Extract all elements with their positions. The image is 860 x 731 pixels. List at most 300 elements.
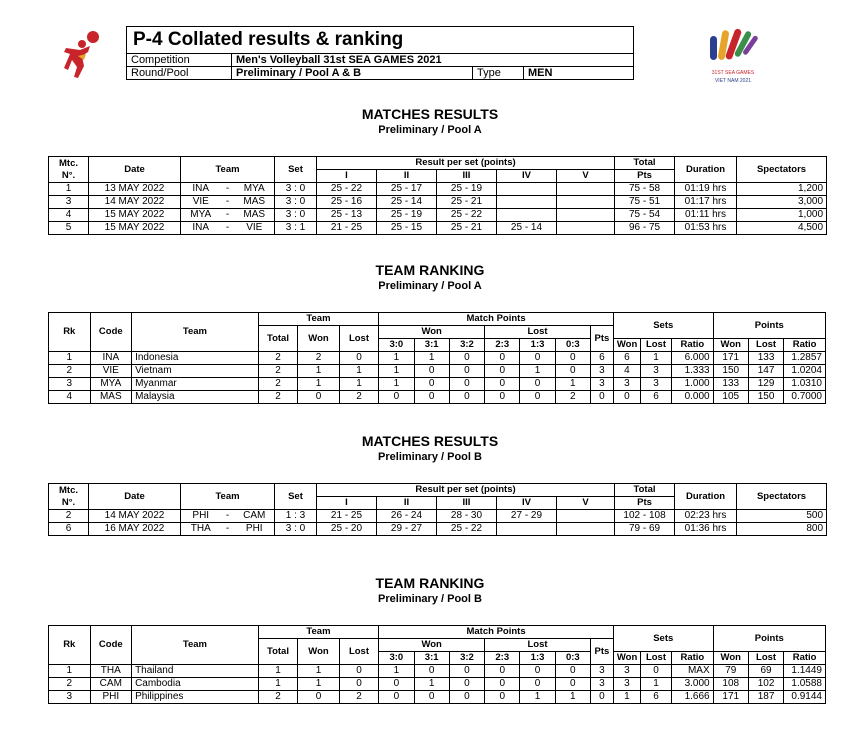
table-cell: -	[221, 183, 235, 196]
table-cell: 0	[555, 665, 590, 678]
column-header: Rk	[49, 626, 91, 665]
table-cell: 1	[258, 665, 297, 678]
table-cell: 1 : 3	[275, 510, 317, 523]
table-cell: 2	[298, 352, 340, 365]
table-cell: 3 : 0	[275, 209, 317, 222]
mtc-header	[49, 157, 89, 183]
table-cell: 0	[520, 665, 555, 678]
table-cell: 0	[520, 678, 555, 691]
table-cell: MAS	[235, 209, 275, 222]
pool-b-matches-heading	[0, 432, 860, 464]
table-cell: 171	[713, 352, 748, 365]
table-cell: 26 - 24	[377, 510, 437, 523]
table-cell: 1.333	[672, 365, 714, 378]
set-iii-header: III	[437, 170, 497, 183]
pool-b-matches-table	[48, 483, 827, 536]
table-cell: Myanmar	[132, 378, 259, 391]
mtc-header	[49, 484, 89, 510]
table-cell: 6.000	[672, 352, 714, 365]
table-cell: 1	[298, 378, 340, 391]
table-cell: 1	[298, 365, 340, 378]
table-cell: 1.0204	[784, 365, 826, 378]
table-cell: 75 - 51	[615, 196, 675, 209]
pool-a-ranking-heading	[0, 261, 860, 293]
table-cell: 6	[49, 523, 89, 536]
table-cell: 0	[555, 352, 590, 365]
table-cell: INA	[181, 183, 221, 196]
table-cell: 0	[485, 365, 520, 378]
table-cell: 01:53 hrs	[675, 222, 737, 235]
column-header: Lost	[485, 326, 591, 339]
table-cell: 1	[258, 678, 297, 691]
table-cell: 3	[49, 691, 91, 704]
table-cell: THA	[90, 665, 132, 678]
table-cell: VIE	[90, 365, 132, 378]
set-header: Set	[275, 484, 317, 510]
table-cell	[497, 523, 557, 536]
table-cell: 25 - 19	[377, 209, 437, 222]
column-header: Team	[258, 626, 378, 639]
table-cell: 0	[485, 665, 520, 678]
column-header: Ratio	[672, 339, 714, 352]
column-header: 3:2	[449, 339, 484, 352]
table-cell: 1	[379, 352, 414, 365]
table-cell: 29 - 27	[377, 523, 437, 536]
column-header: 2:3	[485, 652, 520, 665]
table-cell: 0	[485, 691, 520, 704]
table-cell: 14 MAY 2022	[89, 510, 181, 523]
column-header: Ratio	[784, 339, 826, 352]
table-row	[49, 365, 826, 378]
table-cell: PHI	[235, 523, 275, 536]
table-cell: 0	[485, 352, 520, 365]
table-cell: MYA	[235, 183, 275, 196]
column-header: 3:1	[414, 339, 449, 352]
logo-text-line1: 31ST SEA GAMES	[711, 70, 755, 76]
duration-header: Duration	[675, 157, 737, 183]
column-header: Total	[258, 639, 297, 665]
column-header: Points	[713, 626, 825, 652]
table-cell: 25 - 22	[317, 183, 377, 196]
table-cell: 0	[640, 665, 671, 678]
table-cell: 102 - 108	[615, 510, 675, 523]
table-row	[49, 691, 826, 704]
date-header: Date	[89, 157, 181, 183]
report-header	[126, 26, 634, 80]
table-cell: 25 - 15	[377, 222, 437, 235]
table-cell: 3	[590, 678, 613, 691]
table-cell: 800	[737, 523, 827, 536]
table-cell: 14 MAY 2022	[89, 196, 181, 209]
table-cell: 0	[449, 691, 484, 704]
table-cell: INA	[90, 352, 132, 365]
table-cell: 0	[298, 691, 340, 704]
column-header: Pts	[615, 497, 675, 510]
column-header: Total	[258, 326, 297, 352]
column-header: Pts	[590, 326, 613, 352]
table-cell: 16 MAY 2022	[89, 523, 181, 536]
table-cell: 1,200	[737, 183, 827, 196]
table-cell: 13 MAY 2022	[89, 183, 181, 196]
table-cell: 0	[590, 391, 613, 404]
set-ii-header: II	[377, 170, 437, 183]
table-row	[49, 678, 826, 691]
volleyball-player-logo	[60, 30, 106, 82]
logo-text-line2: VIET NAM 2021	[714, 78, 752, 84]
table-cell: 3	[590, 665, 613, 678]
table-cell	[557, 209, 615, 222]
table-cell	[557, 523, 615, 536]
table-cell: 6	[640, 691, 671, 704]
table-cell: 1,000	[737, 209, 827, 222]
spectators-header: Spectators	[737, 484, 827, 510]
table-cell: 75 - 58	[615, 183, 675, 196]
table-cell: 25 - 22	[437, 209, 497, 222]
header-text: N°.	[61, 496, 76, 508]
table-cell	[557, 510, 615, 523]
table-cell: 1.1449	[784, 665, 826, 678]
table-cell: 2	[339, 391, 378, 404]
column-header: Won	[713, 652, 748, 665]
column-header: Lost	[339, 639, 378, 665]
table-cell: 1.0588	[784, 678, 826, 691]
column-header: Won	[713, 339, 748, 352]
table-cell: 150	[748, 391, 783, 404]
table-cell: 3	[640, 365, 671, 378]
table-cell: 1	[613, 691, 640, 704]
column-header: Pts	[590, 639, 613, 665]
spectators-header: Spectators	[737, 157, 827, 183]
table-cell: 1	[555, 378, 590, 391]
table-cell: PHI	[181, 510, 221, 523]
points-header: Points	[713, 313, 825, 339]
table-cell: 69	[748, 665, 783, 678]
column-header: 3:1	[414, 652, 449, 665]
column-header: V	[557, 497, 615, 510]
table-cell: 3	[49, 196, 89, 209]
table-cell: 108	[713, 678, 748, 691]
table-cell: 27 - 29	[497, 510, 557, 523]
table-cell: 1	[555, 691, 590, 704]
section-title: TEAM RANKING	[375, 575, 485, 591]
column-header: Ratio	[672, 652, 714, 665]
table-cell: 187	[748, 691, 783, 704]
table-cell: 3	[640, 378, 671, 391]
table-cell: 1	[339, 365, 378, 378]
table-cell: 4	[49, 391, 91, 404]
total-header: Total	[615, 157, 675, 170]
column-header: 3:0	[379, 652, 414, 665]
table-cell: 3	[613, 665, 640, 678]
table-cell: 25 - 13	[317, 209, 377, 222]
table-cell: 25 - 16	[317, 196, 377, 209]
table-cell: 0.000	[672, 391, 714, 404]
column-header: 3:2	[449, 652, 484, 665]
table-cell: 102	[748, 678, 783, 691]
table-cell: 3.000	[672, 678, 714, 691]
table-cell: 0	[379, 391, 414, 404]
table-cell: 15 MAY 2022	[89, 209, 181, 222]
table-row	[49, 378, 826, 391]
column-header: 0:3	[555, 652, 590, 665]
table-cell: VIE	[181, 196, 221, 209]
table-cell: 15 MAY 2022	[89, 222, 181, 235]
column-header: Lost	[339, 326, 378, 352]
table-cell: 3	[49, 378, 91, 391]
table-cell: MAX	[672, 665, 714, 678]
table-cell: 1	[49, 665, 91, 678]
table-cell: 0	[485, 378, 520, 391]
round-label: Round/Pool	[127, 67, 232, 80]
table-cell: 0.7000	[784, 391, 826, 404]
table-cell: VIE	[235, 222, 275, 235]
column-header: Sets	[613, 626, 713, 652]
table-cell: 3,000	[737, 196, 827, 209]
table-cell: 01:11 hrs	[675, 209, 737, 222]
table-cell: 02:23 hrs	[675, 510, 737, 523]
table-cell: 4,500	[737, 222, 827, 235]
table-cell: MYA	[181, 209, 221, 222]
column-header: I	[317, 497, 377, 510]
table-cell: 1.0310	[784, 378, 826, 391]
sea-games-logo	[700, 26, 766, 88]
table-cell: 1	[49, 352, 91, 365]
report-title: P-4 Collated results & ranking	[127, 27, 634, 54]
table-cell: 5	[49, 222, 89, 235]
table-cell: 79	[713, 665, 748, 678]
table-cell: 3	[613, 378, 640, 391]
header-text: Mtc.	[59, 157, 78, 169]
pts-header: Pts	[615, 170, 675, 183]
table-cell: 2	[555, 391, 590, 404]
column-header: 1:3	[520, 339, 555, 352]
table-cell: Vietnam	[132, 365, 259, 378]
table-cell: Thailand	[132, 665, 259, 678]
table-cell: Indonesia	[132, 352, 259, 365]
table-cell	[497, 209, 557, 222]
pool-a-matches-table	[48, 156, 827, 235]
section-title: MATCHES RESULTS	[361, 106, 499, 122]
table-cell: 0	[520, 391, 555, 404]
table-cell: 21 - 25	[317, 510, 377, 523]
table-cell: 1	[298, 678, 340, 691]
table-cell: INA	[181, 222, 221, 235]
table-cell: 25 - 14	[377, 196, 437, 209]
table-row	[49, 391, 826, 404]
table-cell: 129	[748, 378, 783, 391]
table-cell: 105	[713, 391, 748, 404]
table-cell: 01:17 hrs	[675, 196, 737, 209]
pool-a-matches-heading	[0, 105, 860, 137]
table-cell: -	[221, 196, 235, 209]
table-row	[49, 183, 827, 196]
table-cell: 2	[258, 365, 297, 378]
table-cell: 150	[713, 365, 748, 378]
table-cell: CAM	[90, 678, 132, 691]
table-cell: 1	[298, 665, 340, 678]
table-row	[49, 523, 827, 536]
column-header: Won	[379, 326, 485, 339]
result-header: Result per set (points)	[317, 157, 615, 170]
column-header: Lost	[640, 652, 671, 665]
table-cell: 1	[520, 365, 555, 378]
column-header: Ratio	[784, 652, 826, 665]
column-header: Won	[379, 639, 485, 652]
table-cell: 1	[339, 378, 378, 391]
team-header: Team	[132, 313, 259, 352]
table-cell: 3 : 0	[275, 183, 317, 196]
section-title: TEAM RANKING	[375, 262, 485, 278]
table-cell: 25 - 21	[437, 196, 497, 209]
table-cell: 3	[590, 378, 613, 391]
table-cell: 2	[49, 510, 89, 523]
table-cell: THA	[181, 523, 221, 536]
column-header: Won	[613, 339, 640, 352]
table-cell: 1	[414, 678, 449, 691]
competition-label: Competition	[127, 54, 232, 67]
table-cell: 0	[555, 365, 590, 378]
table-cell: 2	[49, 678, 91, 691]
table-cell: 0	[520, 352, 555, 365]
code-header: Code	[90, 313, 132, 352]
column-header: 3:0	[379, 339, 414, 352]
competition-value: Men's Volleyball 31st SEA GAMES 2021	[232, 54, 634, 67]
table-cell: 2	[258, 391, 297, 404]
column-header: Lost	[485, 639, 591, 652]
column-header: Lost	[748, 339, 783, 352]
set-i-header: I	[317, 170, 377, 183]
type-label: Type	[473, 67, 524, 80]
section-subtitle: Preliminary / Pool A	[378, 280, 482, 292]
table-cell: 1	[49, 183, 89, 196]
table-cell: 2	[258, 352, 297, 365]
table-cell: 1	[520, 691, 555, 704]
table-cell: 0	[485, 391, 520, 404]
column-header: II	[377, 497, 437, 510]
table-cell	[497, 196, 557, 209]
table-cell: 0	[379, 678, 414, 691]
team-header: Team	[181, 157, 275, 183]
table-cell: 1	[379, 365, 414, 378]
table-cell: 0	[339, 665, 378, 678]
table-cell: 500	[737, 510, 827, 523]
table-cell: 25 - 21	[437, 222, 497, 235]
table-cell: Philippines	[132, 691, 259, 704]
pool-a-ranking-table	[48, 312, 826, 404]
table-cell: 0	[449, 678, 484, 691]
type-value: MEN	[524, 67, 634, 80]
column-header: 1:3	[520, 652, 555, 665]
table-cell: 28 - 30	[437, 510, 497, 523]
table-cell: 0	[449, 378, 484, 391]
section-subtitle: Preliminary / Pool B	[378, 593, 482, 605]
column-header: Code	[90, 626, 132, 665]
table-cell: MAS	[235, 196, 275, 209]
set-v-header: V	[557, 170, 615, 183]
table-cell: 75 - 54	[615, 209, 675, 222]
table-cell: 4	[49, 209, 89, 222]
set-header: Set	[275, 157, 317, 183]
section-subtitle: Preliminary / Pool A	[378, 124, 482, 136]
table-cell: 0	[449, 391, 484, 404]
table-cell: -	[221, 209, 235, 222]
table-cell: 171	[713, 691, 748, 704]
table-cell: 3 : 1	[275, 222, 317, 235]
column-header: Won	[613, 652, 640, 665]
pool-b-ranking-heading	[0, 574, 860, 606]
rk-header: Rk	[49, 313, 91, 352]
table-cell: 1	[379, 378, 414, 391]
table-cell: 2	[258, 691, 297, 704]
table-cell: 6	[590, 352, 613, 365]
table-cell	[557, 222, 615, 235]
table-cell	[497, 183, 557, 196]
table-cell: 0	[520, 378, 555, 391]
column-header: Lost	[640, 339, 671, 352]
sets-header: Sets	[613, 313, 713, 339]
table-cell: 0	[449, 365, 484, 378]
table-cell: 25 - 19	[437, 183, 497, 196]
table-row	[49, 665, 826, 678]
table-cell: 3	[613, 678, 640, 691]
table-cell: 1.2857	[784, 352, 826, 365]
table-cell: CAM	[235, 510, 275, 523]
table-cell: 2	[49, 365, 91, 378]
table-cell: MYA	[90, 378, 132, 391]
table-row	[49, 196, 827, 209]
table-cell: 21 - 25	[317, 222, 377, 235]
table-row	[49, 209, 827, 222]
table-cell: 0	[485, 678, 520, 691]
table-cell: 0	[414, 691, 449, 704]
table-cell: 96 - 75	[615, 222, 675, 235]
column-header: Match Points	[379, 626, 614, 639]
table-cell: 133	[713, 378, 748, 391]
table-cell: 1	[640, 352, 671, 365]
table-cell: 1.666	[672, 691, 714, 704]
header-text: N°.	[61, 169, 76, 181]
table-cell: 3 : 0	[275, 196, 317, 209]
column-header: Won	[298, 326, 340, 352]
column-header: 0:3	[555, 339, 590, 352]
table-cell: 6	[640, 391, 671, 404]
table-cell: 0	[414, 365, 449, 378]
table-cell: 0	[449, 665, 484, 678]
table-cell: PHI	[90, 691, 132, 704]
table-cell: 79 - 69	[615, 523, 675, 536]
section-title: MATCHES RESULTS	[361, 433, 499, 449]
table-cell: 1	[414, 352, 449, 365]
table-cell: 0	[590, 691, 613, 704]
table-cell: 133	[748, 352, 783, 365]
result-header: Result per set (points)	[317, 484, 615, 497]
table-cell: 25 - 20	[317, 523, 377, 536]
column-header: 2:3	[485, 339, 520, 352]
table-cell: 0	[298, 391, 340, 404]
column-header: Won	[298, 639, 340, 665]
table-cell: 25 - 14	[497, 222, 557, 235]
table-cell: -	[221, 510, 235, 523]
table-cell: 1	[379, 665, 414, 678]
table-cell: 6	[613, 352, 640, 365]
table-cell: 25 - 17	[377, 183, 437, 196]
pool-b-ranking-table	[48, 625, 826, 704]
table-row	[49, 222, 827, 235]
table-cell: 2	[339, 691, 378, 704]
table-cell: 0	[555, 678, 590, 691]
date-header: Date	[89, 484, 181, 510]
table-cell: MAS	[90, 391, 132, 404]
